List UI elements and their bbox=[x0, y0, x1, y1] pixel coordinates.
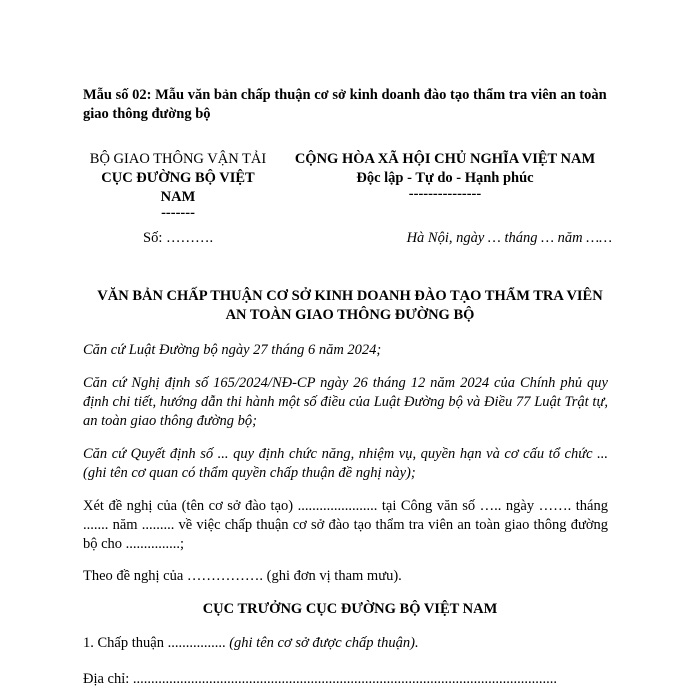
document-title-line1: VĂN BẢN CHẤP THUẬN CƠ SỞ KINH DOANH ĐÀO TẠO THẨM TRA VIÊN bbox=[97, 288, 603, 304]
article-1-note: (ghi tên cơ sở được chấp thuận). bbox=[229, 635, 419, 651]
left-header bbox=[83, 150, 273, 219]
legal-basis-2: Căn cứ Nghị định số 165/2024/NĐ-CP ngày 26 tháng 12 năm 2024 của Chính phủ quy định chi tiết, hướng dẫn thi hành một số điều của Luật Đường bộ và Điều 77 Luật Trật tự, an toàn giao thông đường bộ; bbox=[83, 375, 608, 429]
proposal-paragraph: Theo đề nghị của ……………. (ghi đơn vị tham mưu). bbox=[83, 568, 402, 584]
consideration-paragraph: Xét đề nghị của (tên cơ sở đào tạo) ...................... tại Công văn số ….. ngày ……. tháng ....... năm ......... về việc chấp thuận cơ sở đào tạo thẩm tra viên an toàn giao thông đường bộ cho ...............; bbox=[83, 498, 608, 552]
form-title: Mẫu số 02: Mẫu văn bản chấp thuận cơ sở kinh doanh đào tạo thẩm tra viên an toàn giao thông đường bộ bbox=[83, 87, 607, 122]
article-1-text: 1. Chấp thuận ................ bbox=[83, 635, 230, 651]
agency-name-line2: NAM bbox=[160, 189, 196, 205]
national-motto: Độc lập - Tự do - Hạnh phúc bbox=[356, 170, 534, 186]
document-number: Số: ………. bbox=[143, 230, 214, 246]
document-title-line2: AN TOÀN GIAO THÔNG ĐƯỜNG BỘ bbox=[225, 307, 475, 323]
place-date: Hà Nội, ngày … tháng … năm …… bbox=[406, 230, 612, 246]
agency-name-line1: CỤC ĐƯỜNG BỘ VIỆT bbox=[101, 170, 255, 186]
left-header-underline: ------- bbox=[161, 205, 195, 221]
right-header-underline: --------------- bbox=[408, 186, 482, 202]
right-header bbox=[280, 150, 610, 200]
article-1 bbox=[83, 634, 608, 653]
legal-basis-3: Căn cứ Quyết định số ... quy định chức năng, nhiệm vụ, quyền hạn và cơ cấu tổ chức ... (ghi tên cơ quan có thẩm quyền chấp thuận đề nghị này); bbox=[83, 446, 608, 481]
legal-basis-1: Căn cứ Luật Đường bộ ngày 27 tháng 6 năm 2024; bbox=[83, 342, 382, 358]
national-title: CỘNG HÒA XÃ HỘI CHỦ NGHĨA VIỆT NAM bbox=[294, 151, 596, 167]
ministry-name: BỘ GIAO THÔNG VẬN TẢI bbox=[89, 151, 267, 167]
address-line: Địa chỉ: ..................................................................................................................... bbox=[83, 671, 558, 687]
authority-heading: CỤC TRƯỞNG CỤC ĐƯỜNG BỘ VIỆT NAM bbox=[202, 601, 498, 617]
